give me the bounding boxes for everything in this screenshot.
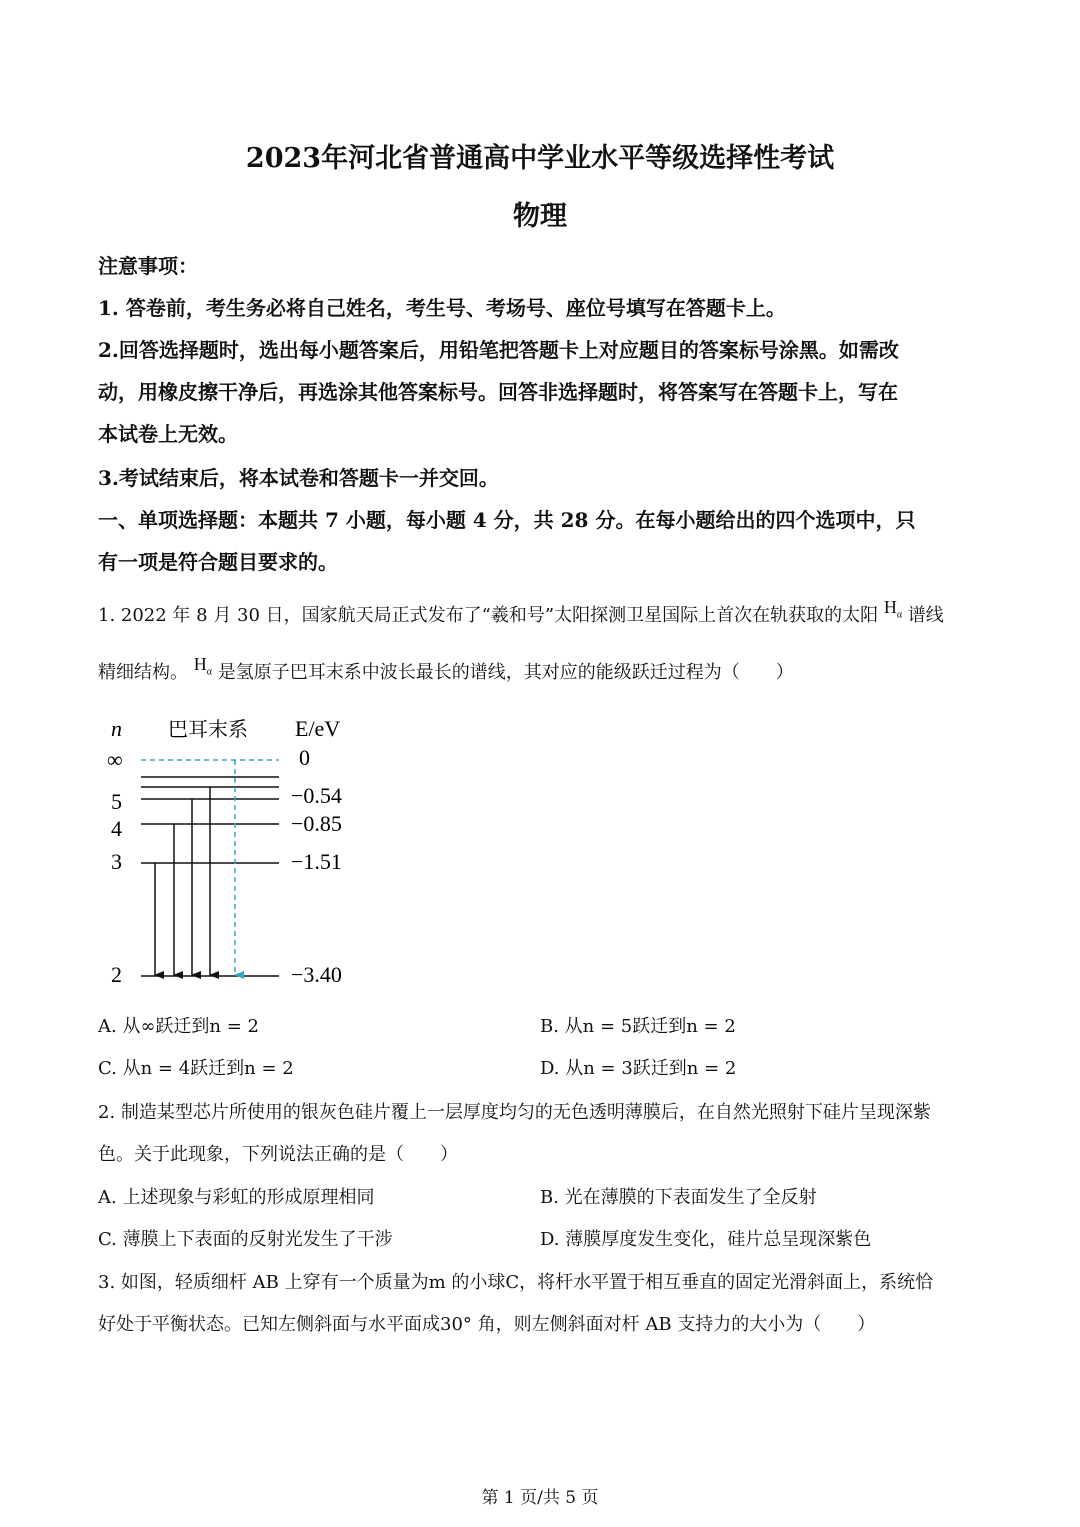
energy-axis-label: E/eV bbox=[295, 716, 341, 741]
level-e-4: −0.85 bbox=[291, 811, 342, 836]
q1-text-main: 1. 2022 年 8 月 30 日，国家航天局正式发布了“羲和号”太阳探测卫星国际上首次在轨获取的太阳 bbox=[98, 605, 879, 626]
q1-text-line-2 bbox=[98, 654, 794, 686]
q1-option-a[interactable]: A. 从∞跃迁到n = 2 bbox=[98, 1016, 260, 1037]
notice-heading: 注意事项： bbox=[98, 254, 198, 278]
q1-text-tail: 谱线 bbox=[907, 605, 944, 626]
level-n-2: 2 bbox=[111, 962, 122, 987]
q2-text-line-1: 2. 制造某型芯片所使用的银灰色硅片覆上一层厚度均匀的无色透明薄膜后，在自然光照射下硅片呈现深紫 bbox=[98, 1102, 931, 1123]
notice-item-2-line-2: 动，用橡皮擦干净后，再选涂其他答案标号。回答非选择题时，将答案写在答题卡上，写在 bbox=[98, 380, 898, 404]
q3-text-line-2: 好处于平衡状态。已知左侧斜面与水平面成30° 角，则左侧斜面对杆 AB 支持力的大小为（ ） bbox=[98, 1314, 876, 1335]
section-1-heading-line-1: 一、单项选择题：本题共 7 小题，每小题 4 分，共 28 分。在每小题给出的四个选项中，只 bbox=[98, 508, 916, 532]
q1-text-head: 精细结构。 bbox=[98, 662, 188, 683]
q1-text-line-1 bbox=[98, 597, 944, 629]
q2-option-d[interactable]: D. 薄膜厚度发生变化，硅片总呈现深紫色 bbox=[540, 1229, 872, 1250]
q1-option-d[interactable]: D. 从n = 3跃迁到n = 2 bbox=[540, 1058, 737, 1079]
level-e-5: −0.54 bbox=[291, 783, 342, 808]
level-e-2: −3.40 bbox=[291, 962, 342, 987]
q2-text-line-2: 色。关于此现象，下列说法正确的是（ ） bbox=[98, 1144, 458, 1165]
notice-item-3: 3.考试结束后，将本试卷和答题卡一并交回。 bbox=[98, 466, 499, 490]
level-e-infinity: 0 bbox=[299, 745, 310, 770]
q1-option-b[interactable]: B. 从n = 5跃迁到n = 2 bbox=[540, 1016, 736, 1037]
level-e-3: −1.51 bbox=[291, 849, 342, 874]
q1-text-body: 是氢原子巴耳末系中波长最长的谱线，其对应的能级跃迁过程为（ ） bbox=[217, 662, 794, 683]
q2-option-c[interactable]: C. 薄膜上下表面的反射光发生了干涉 bbox=[98, 1229, 393, 1250]
q1-option-c[interactable]: C. 从n = 4跃迁到n = 2 bbox=[98, 1058, 294, 1079]
series-label: 巴耳末系 bbox=[168, 719, 248, 741]
section-1-heading-line-2: 有一项是符合题目要求的。 bbox=[98, 550, 338, 574]
notice-item-2-line-1: 2.回答选择题时，选出每小题答案后，用铅笔把答题卡上对应题目的答案标号涂黑。如需改 bbox=[98, 338, 899, 362]
h-alpha-symbol: $H_\alpha$ bbox=[883, 597, 903, 621]
level-n-4: 4 bbox=[111, 816, 122, 841]
page-footer: 第 1 页/共 5 页 bbox=[481, 1488, 599, 1508]
q2-option-b[interactable]: B. 光在薄膜的下表面发生了全反射 bbox=[540, 1187, 817, 1208]
notice-item-2-line-3: 本试卷上无效。 bbox=[98, 422, 238, 446]
level-n-3: 3 bbox=[111, 849, 122, 874]
q2-option-a[interactable]: A. 上述现象与彩虹的形成原理相同 bbox=[98, 1187, 375, 1208]
q3-text-line-1: 3. 如图，轻质细杆 AB 上穿有一个质量为m 的小球C，将杆水平置于相互垂直的固定光滑斜面上，系统恰 bbox=[98, 1272, 934, 1293]
n-axis-label: n bbox=[111, 716, 122, 741]
level-n-infinity: ∞ bbox=[107, 747, 123, 772]
h-alpha-symbol: $H_\alpha$ bbox=[193, 654, 212, 678]
subject-title: 物理 bbox=[513, 201, 567, 232]
exam-title: 2023年河北省普通高中学业水平等级选择性考试 bbox=[245, 143, 835, 174]
notice-item-1: 1. 答卷前，考生务必将自己姓名，考生号、考场号、座位号填写在答题卡上。 bbox=[98, 296, 786, 320]
energy-level-diagram bbox=[95, 705, 395, 995]
level-n-5: 5 bbox=[111, 789, 122, 814]
